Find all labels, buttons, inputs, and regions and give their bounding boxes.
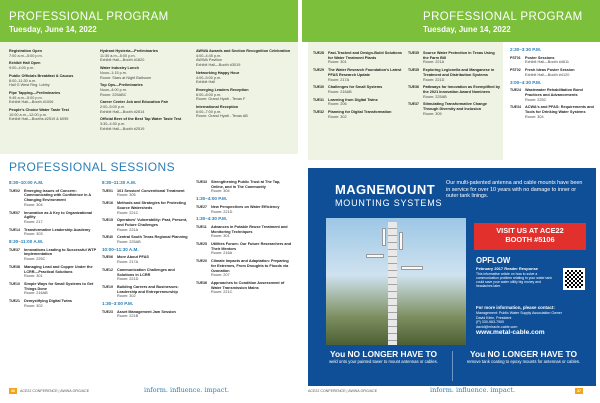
event-detail: Room: Grand Hyatt - Texas AB: [196, 114, 248, 119]
session-room: Room: 221D: [117, 277, 139, 282]
session-row: [510, 88, 596, 102]
session-text: [117, 285, 188, 299]
session-code: TUE12: [102, 267, 113, 272]
session-text: [117, 310, 188, 319]
antenna-icon: [399, 232, 403, 250]
session-room: Room: 217A: [117, 260, 139, 265]
session-code: TUE10: [9, 281, 20, 286]
session-text: [211, 225, 292, 239]
session-row: [102, 201, 188, 215]
event-title: Career Center Job and Education Fair: [100, 100, 169, 105]
session-text: [211, 180, 292, 194]
antenna-icon: [382, 228, 386, 246]
session-title: 101 Session! Conventional Treatment: [117, 188, 185, 193]
opflow-subtitle: February 2017 Reader Response: [476, 266, 539, 271]
events-column-3: [196, 49, 292, 122]
session-room: Room: 304: [525, 114, 544, 119]
event-detail: 7:00 a.m.–5:00 p.m.: [9, 53, 43, 58]
event-detail: 3:30–4:30 p.m.: [100, 122, 126, 127]
contact-line: david@miracle-cable.com: [476, 324, 518, 329]
session-row: [102, 218, 188, 232]
session-title: Asset Management Jam Session: [117, 309, 176, 314]
session-text: [24, 248, 97, 262]
page-title: PROFESSIONAL PROGRAM: [423, 11, 583, 23]
time-slot-heading: 8:30–10:00 A.M.: [9, 180, 44, 185]
event-item: [100, 100, 184, 114]
session-code: TUE40: [102, 235, 113, 240]
antenna-icon: [401, 266, 423, 270]
session-row: [313, 110, 403, 119]
session-title: New Perspectives on Water Efficiency: [211, 204, 280, 209]
session-code: TUE28: [313, 51, 324, 55]
event-detail: 6:00–7:00 p.m.: [196, 109, 222, 114]
session-code: TUE35: [408, 51, 419, 55]
event-detail: Room: Stars at Night Ballroom: [100, 75, 152, 80]
session-room: Room: 221C: [211, 290, 233, 295]
session-title: Challenges for Small Systems: [328, 85, 383, 90]
event-title: AWWA Awards and Section Recognition Celebration: [196, 49, 291, 53]
event-item: [9, 108, 91, 122]
session-room: Room: 217: [24, 219, 43, 224]
qr-code-icon: [563, 268, 585, 290]
footer-tagline: inform. influence. impact.: [430, 386, 516, 394]
footer-left: [9, 389, 89, 393]
session-title: Operators' Vulnerability: Past, Present, and Future Challenges: [117, 218, 188, 227]
session-row: [9, 211, 97, 225]
session-title: Climate Impacts and Adaptation: Preparing for Extremes, From Droughts to Floods via Ozonation: [211, 259, 289, 273]
session-code: TUE15: [102, 218, 113, 223]
session-row: [102, 310, 188, 319]
session-room: Room: 302: [117, 294, 136, 299]
event-detail: Exhibit Hall—Booth #1820: [100, 58, 145, 63]
session-text: [423, 85, 500, 99]
page-date: Tuesday, June 14, 2022: [423, 25, 511, 34]
time-slot-heading: 8:30–11:30 A.M.: [102, 180, 137, 185]
session-room: Room: 302: [24, 303, 43, 308]
event-item: [100, 83, 184, 97]
session-text: [117, 218, 188, 232]
session-text: [525, 105, 596, 119]
session-title: More About PFAS: [117, 255, 149, 260]
event-title: People's Choice Water Taste Test: [9, 108, 69, 113]
footer-text: ACE22 CONFERENCE | AWWA.ORG/ACE: [20, 389, 90, 393]
session-text: [328, 110, 403, 119]
event-detail: 9:45 a.m.–5:00 p.m.: [9, 95, 43, 100]
session-title: ACWA's and PFAS: Requirements and Tools for Drinking Water Systems: [525, 105, 594, 115]
divider: [452, 351, 453, 381]
event-title: Pipe Tapping—Preliminaries: [9, 90, 61, 95]
session-room: Room: 216AB: [24, 291, 48, 296]
contact-line: (P) 330-963-7900: [476, 320, 505, 325]
session-room: Room: 225AB: [117, 240, 141, 245]
session-text: [423, 51, 500, 65]
session-title: Methods and Strategies for Protecting Source Watersheds: [117, 201, 186, 210]
time-slot-heading: 3:00–4:30 P.M.: [510, 79, 542, 85]
event-item: [9, 49, 91, 58]
sessions-column-4: [313, 51, 403, 122]
session-row: [9, 189, 97, 208]
opflow-text: This informative article on how to solve a communication problem relating to your water tank could save your water utility big money and headaches later.: [476, 272, 552, 288]
session-title: Innovations Leading to Successful WTP Implementation: [24, 247, 97, 257]
session-title: Stimulating Transformative Change Through Diversity and Inclusion: [423, 102, 487, 112]
event-detail: 4:00–4:45 p.m.: [196, 53, 222, 58]
session-row: [196, 281, 292, 295]
session-row: [102, 235, 188, 244]
no-longer-title: You NO LONGER HAVE TO: [329, 349, 438, 359]
session-row: [196, 205, 292, 214]
no-longer-title: You NO LONGER HAVE TO: [469, 349, 578, 359]
session-code: TUE06: [102, 255, 113, 260]
session-title: Strengthening Public Trust at The Tap, Online, and in The Community: [211, 180, 281, 189]
event-detail: Exhibit Hall—Booth #2614: [100, 109, 145, 114]
session-code: TUE11: [196, 224, 207, 229]
session-code: TUE24: [510, 88, 521, 93]
event-title: Public Officials Breakfast & Caucus: [9, 73, 74, 78]
session-code: TUE36: [408, 85, 419, 90]
session-text: [117, 268, 188, 282]
water-tower-photo: [326, 218, 466, 345]
event-detail: AWWA Pavilion: [196, 58, 223, 63]
session-title: Central South Texas Regional Planning: [117, 235, 188, 240]
session-row: [313, 51, 403, 65]
event-detail: 2:00–5:00 p.m.: [100, 105, 126, 110]
session-room: Room: 305: [423, 111, 442, 116]
session-code: TUE35: [408, 68, 419, 73]
session-row: [196, 242, 292, 256]
visit-booth-banner: [474, 223, 586, 250]
session-text: [117, 201, 188, 215]
session-text: [117, 235, 188, 244]
event-detail: Exhibit Hall—Booth #3019: [196, 63, 241, 68]
time-slot-heading: 8:30–11:00 A.M.: [9, 239, 44, 245]
event-item: [9, 61, 91, 70]
event-detail: Exhibit Hall—Booth #2519: [100, 126, 145, 131]
session-row: [196, 225, 292, 239]
session-code: TUE30: [313, 85, 324, 90]
session-text: [211, 242, 292, 256]
no-longer-text: weld onto your painted tower to mount antennas or cables.: [329, 359, 438, 364]
session-code: TUE27: [196, 204, 207, 209]
session-title: Source Water Protection in Texas Using the Farm Bill: [423, 51, 495, 60]
session-text: [328, 85, 403, 94]
ad-brand: [335, 182, 442, 208]
session-text: [423, 102, 500, 116]
time-slot-heading: 2:30–3:30 P.M.: [510, 47, 542, 52]
session-title: Emerging Issues of Concern: Communicating with Confidence in A Changing Environment: [24, 188, 92, 203]
event-title: Top Ops—Preliminaries: [100, 83, 143, 88]
session-code: TUE21: [9, 299, 20, 304]
session-code: PST02: [510, 68, 521, 73]
events-column-2: [100, 49, 184, 135]
session-title: Pathways for Innovation as Exemplified by the 2021 Innovation Award Nominees: [423, 85, 501, 94]
session-room: Room: 221A: [423, 60, 445, 65]
no-longer-remove-coating: [456, 349, 591, 364]
visit-line-1: VISIT US AT ACE22: [496, 226, 564, 235]
session-room: Room: 302: [328, 114, 347, 119]
event-item: [100, 66, 184, 80]
sessions-column-3: [196, 180, 292, 298]
session-room: Room: 304: [24, 202, 43, 207]
session-room: Room: 303: [24, 232, 43, 237]
session-title: Managing Lead and Copper Under the LCRR—Practical Solutions: [24, 264, 93, 274]
session-row: [313, 85, 403, 94]
session-code: TUE33: [196, 180, 207, 184]
session-room: Room: 301: [328, 60, 347, 65]
session-text: [211, 259, 292, 278]
session-row: [9, 282, 97, 296]
session-row: [9, 228, 97, 237]
session-title: Building Careers and Businesses: Leadership and Entrepreneurship: [117, 284, 179, 294]
event-title: Hydrant Hysteria—Preliminaries: [100, 49, 159, 53]
session-title: Advances in Potable Reuse Treatment and Monitoring Techniques: [211, 224, 288, 234]
antenna-tower: [388, 222, 397, 345]
footer-left: [308, 389, 377, 393]
footer-tagline: inform. influence. impact.: [144, 386, 230, 394]
session-row: [313, 68, 403, 82]
session-room: Room: 207: [211, 273, 230, 278]
event-detail: Noon–4:00 p.m.: [100, 87, 128, 92]
session-text: [117, 189, 188, 198]
event-detail: Noon–1:15 p.m.: [100, 70, 128, 75]
session-title: Simple Ways for Small Systems to Get Things Done: [24, 281, 94, 291]
footer-text: ACE22 CONFERENCE | AWWA.ORG/ACE: [308, 389, 378, 393]
session-text: [24, 189, 97, 208]
event-detail: Exhibit Hall—Booths #2519 & 6095: [9, 117, 69, 122]
magnemount-advertisement: [308, 168, 596, 386]
event-detail: 8:00–11:30 a.m.: [9, 78, 37, 83]
session-title: Planning for Digital Transformation: [328, 110, 392, 115]
session-title: Poster Sessions: [525, 55, 555, 60]
website-link: www.metal-cable.com: [476, 329, 545, 337]
contact-info: [476, 306, 588, 335]
session-text: [117, 255, 188, 264]
session-room: Room: 301: [211, 234, 230, 239]
event-detail: Exhibit Hall—Booth #1006: [9, 100, 54, 105]
session-room: Room: 221D: [423, 77, 445, 82]
session-room: Room: 304: [211, 189, 230, 194]
ad-brand-name: MAGNEMOUNT: [335, 182, 436, 197]
session-room: Room: 225C: [525, 97, 547, 102]
session-row: [102, 285, 188, 299]
sessions-title: PROFESSIONAL SESSIONS: [9, 160, 175, 174]
session-room: Room: 206: [328, 102, 347, 107]
session-title: Innovation as A Key to Organizational Agility: [24, 210, 93, 220]
contact-line: David Klein, President: [476, 315, 512, 320]
events-column-1: [9, 49, 91, 125]
sessions-column-5: [408, 51, 500, 119]
session-row: [9, 248, 97, 262]
session-text: [24, 228, 97, 237]
session-row: [408, 51, 500, 65]
event-title: Water Industry Lunch: [100, 66, 139, 71]
session-code: TUE20: [196, 259, 207, 264]
session-room: Room: 221C: [117, 210, 139, 215]
session-code: PST01: [510, 55, 521, 60]
session-row: [102, 268, 188, 282]
session-row: [510, 68, 596, 77]
event-item: [196, 71, 292, 85]
session-row: [102, 255, 188, 264]
time-slot-heading: 10:00–11:30 A.M.: [102, 246, 139, 252]
session-text: [211, 281, 292, 295]
session-code: TUE07: [9, 210, 20, 215]
opflow-title: OPFLOW: [476, 256, 511, 265]
session-text: [24, 299, 97, 308]
event-title: Networking Happy Hour: [196, 70, 240, 75]
event-item: [196, 105, 292, 119]
session-room: Room: 221D: [211, 209, 233, 214]
session-code: TUE37: [9, 247, 20, 252]
session-row: [9, 265, 97, 279]
event-detail: 6:00–8:00 p.m.: [196, 92, 222, 97]
session-code: TUE37: [408, 102, 419, 107]
session-code: TUE31: [313, 97, 324, 102]
session-text: [328, 68, 403, 82]
session-room: Room: 225C: [24, 257, 46, 262]
session-title: Learning from Digital Twins: [328, 97, 378, 102]
time-slot-heading: 1:30–3:00 P.M.: [102, 301, 134, 307]
session-text: [211, 205, 292, 214]
sessions-column-6: [510, 47, 596, 122]
session-code: TUE02: [9, 188, 20, 193]
session-code: TUE29: [313, 68, 324, 73]
session-row: [313, 98, 403, 107]
session-row: [510, 105, 596, 119]
session-room: Room: 305: [117, 193, 136, 198]
event-detail: 10:00 a.m.–12:00 p.m.: [9, 112, 47, 117]
session-title: Transformative Leadership Academy: [24, 227, 91, 232]
session-text: [525, 88, 596, 102]
session-room: Room: 301: [24, 274, 43, 279]
page-date: Tuesday, June 14, 2022: [9, 25, 97, 34]
page-number: 37: [577, 389, 581, 393]
session-row: [408, 102, 500, 116]
session-text: [423, 68, 500, 82]
session-code: TUE32: [313, 110, 324, 115]
ad-brand-subtitle: MOUNTING SYSTEMS: [335, 198, 443, 208]
session-title: Exploring Legionella and Manganese in Treatment and Distribution Systems: [423, 68, 495, 77]
event-detail: Room: 225ABC: [100, 92, 127, 97]
session-room: Room: 221A: [117, 227, 139, 232]
session-title: Fresh Ideas Poster Session: [525, 68, 575, 73]
session-text: [24, 282, 97, 296]
ad-tagline: Our multi-patented antenna and cable mounts have been in service for over 10 years with no damage to inner or outer tank linings.: [446, 180, 583, 200]
session-text: [24, 211, 97, 225]
sessions-column-2: [102, 180, 188, 322]
session-room: Exhibit Hall—Booth #4120: [525, 72, 570, 77]
session-row: [9, 299, 97, 308]
page-number: 36: [11, 389, 15, 393]
event-title: International Reception: [196, 105, 239, 110]
session-code: TUE01: [102, 188, 113, 193]
session-text: [24, 265, 97, 279]
event-item: [100, 117, 184, 131]
session-text: [328, 51, 403, 65]
event-item: [9, 74, 91, 88]
session-title: Demystifying Digital Twins: [24, 299, 73, 304]
event-detail: Exhibit Hall: [196, 80, 215, 85]
footer-right: [575, 389, 586, 393]
session-title: Wastewater Rehabilitation Bond Practices and Advancements: [525, 88, 583, 97]
session-row: [196, 180, 292, 194]
event-item: [9, 91, 91, 105]
event-detail: 4:00–5:00 p.m.: [196, 75, 222, 80]
event-detail: Room: Grand Hyatt - Texas F: [196, 97, 246, 102]
event-item: [196, 88, 292, 102]
session-room: Room: 217A: [328, 77, 350, 82]
session-title: Fast-Tracked and Design-Build Solutions for Water Treatment Plants: [328, 51, 403, 60]
session-code: TUE14: [9, 227, 20, 232]
event-item: [100, 49, 184, 63]
session-row: [408, 85, 500, 99]
session-row: [196, 259, 292, 278]
session-row: [510, 56, 596, 65]
session-title: Utilities Forum: Our Future Researchers and Their Mentors: [211, 242, 292, 251]
session-code: TUE16: [102, 201, 113, 206]
event-title: Registration Open: [9, 49, 42, 53]
contact-title: For more information, please contact:: [476, 305, 555, 310]
time-slot-heading: 1:30–4:00 P.M.: [196, 196, 228, 202]
session-title: Approaches to Condition Assessment of Water Transmission Mains: [211, 280, 285, 290]
session-text: [525, 56, 596, 65]
session-row: [408, 68, 500, 82]
session-text: [328, 98, 403, 107]
session-code: TUE34: [510, 105, 521, 110]
session-room: Room: 216AB: [328, 89, 352, 94]
sessions-column-1: [9, 180, 97, 311]
antenna-icon: [366, 254, 384, 258]
event-item: [196, 49, 292, 68]
session-room: Exhibit Hall—Booth #4611: [525, 60, 570, 65]
session-row: [102, 189, 188, 198]
session-code: TUE36: [196, 280, 207, 285]
session-code: TUE38: [9, 264, 20, 269]
session-title: The Water Research Foundation's Latest PFAS Research Update: [328, 68, 402, 77]
page-title: PROFESSIONAL PROGRAM: [9, 11, 169, 23]
event-detail: 9:00–4:00 p.m.: [9, 66, 35, 71]
session-code: TUE19: [102, 284, 113, 289]
session-room: Room: 225AB: [423, 94, 447, 99]
no-longer-weld: [316, 349, 451, 364]
visit-line-2: BOOTH #5106: [505, 235, 555, 244]
event-title: Official Beer of the Best Tap Water Taste Test: [100, 117, 182, 122]
contact-line: Management: Public Water Supply Association Owner: [476, 311, 562, 316]
session-text: [525, 68, 596, 77]
session-room: Room: 221B: [117, 314, 139, 319]
time-slot-heading: 1:30–4:30 P.M.: [196, 216, 228, 222]
event-title: Exhibit Hall Open: [9, 61, 41, 66]
session-title: Communication Challenges and Solutions in LCRR: [117, 267, 175, 277]
session-code: TUE25: [196, 242, 207, 247]
session-room: Room: 216A: [211, 251, 233, 256]
event-title: Emerging Leaders Reception: [196, 87, 249, 92]
no-longer-text: remove tank coating to epoxy mounts for antennas or cables.: [466, 359, 581, 364]
event-detail: 11:30 a.m.–5:00 p.m.: [100, 53, 136, 58]
event-detail: Hall G West Reg. Lobby: [9, 83, 50, 88]
session-code: TUE23: [102, 309, 113, 314]
